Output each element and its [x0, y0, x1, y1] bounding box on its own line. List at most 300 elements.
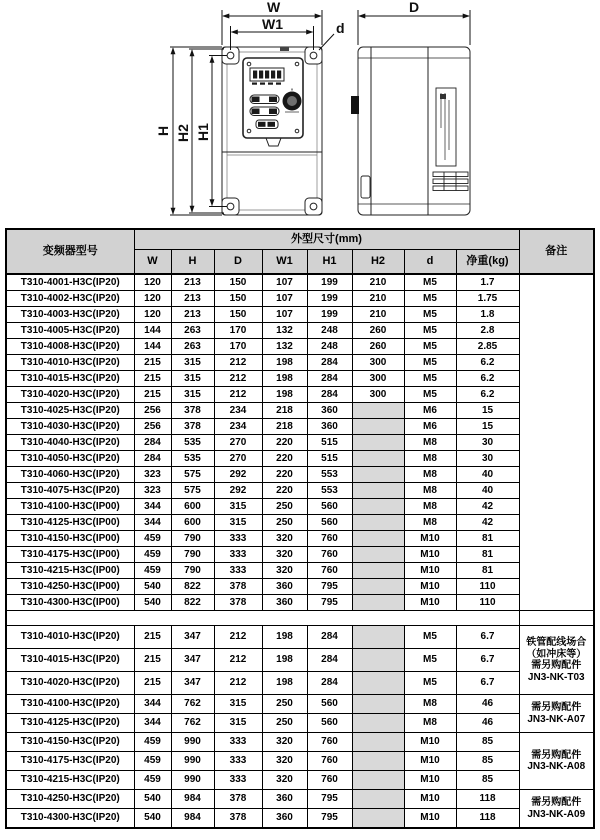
dim-cell-h1: 795 [307, 579, 352, 595]
dim-cell-d: 234 [214, 403, 262, 419]
dim-cell-weight: 30 [456, 435, 519, 451]
dim-cell-h1: 760 [307, 563, 352, 579]
dim-cell-h2: 210 [352, 274, 404, 291]
table-row [6, 387, 594, 403]
dim-cell-h: 315 [171, 371, 214, 387]
dim-cell-screw: M8 [404, 483, 456, 499]
dim-cell-h2 [352, 626, 404, 649]
dim-cell-w: 459 [134, 733, 171, 752]
dim-cell-w: 256 [134, 403, 171, 419]
model-cell: T310-4300-H3C(IP20) [6, 809, 134, 829]
dim-cell-screw: M10 [404, 547, 456, 563]
dim-cell-w1: 198 [262, 649, 307, 672]
dim-cell-weight: 85 [456, 733, 519, 752]
dim-cell-screw: M5 [404, 649, 456, 672]
dim-cell-d: 333 [214, 531, 262, 547]
dim-cell-h: 378 [171, 403, 214, 419]
header-col-h2: H2 [352, 250, 404, 275]
dim-label-h2: H2 [175, 124, 191, 142]
dim-cell-h2 [352, 451, 404, 467]
dim-cell-d: 212 [214, 672, 262, 695]
dim-cell-weight: 85 [456, 752, 519, 771]
dim-cell-h1: 553 [307, 483, 352, 499]
dim-cell-screw: M5 [404, 339, 456, 355]
dim-cell-screw: M10 [404, 809, 456, 829]
model-cell: T310-4150-H3C(IP00) [6, 531, 134, 547]
dim-cell-h1: 284 [307, 649, 352, 672]
dim-cell-h: 790 [171, 563, 214, 579]
dim-cell-w1: 250 [262, 714, 307, 733]
dim-cell-h1: 560 [307, 714, 352, 733]
spacer-remark-cell [519, 611, 594, 626]
dim-cell-h1: 248 [307, 323, 352, 339]
dim-cell-d: 150 [214, 274, 262, 291]
dim-cell-h2 [352, 595, 404, 611]
remark-cell: 铁管配线场合 （如冲床等） 需另购配件 JN3-NK-T03 [519, 626, 594, 695]
model-cell: T310-4015-H3C(IP20) [6, 371, 134, 387]
dim-cell-w: 459 [134, 771, 171, 790]
dim-cell-screw: M8 [404, 451, 456, 467]
dim-cell-screw: M10 [404, 733, 456, 752]
table-row [6, 451, 594, 467]
dim-cell-h: 263 [171, 323, 214, 339]
dim-cell-screw: M5 [404, 274, 456, 291]
dim-cell-d: 212 [214, 387, 262, 403]
dim-label-d-screw: d [336, 20, 345, 36]
dim-cell-h1: 248 [307, 339, 352, 355]
dim-cell-w: 284 [134, 435, 171, 451]
dim-cell-h2: 210 [352, 291, 404, 307]
dim-cell-h: 990 [171, 733, 214, 752]
table-row [6, 809, 594, 829]
table-row [6, 649, 594, 672]
dim-cell-w: 284 [134, 451, 171, 467]
dim-cell-w1: 250 [262, 515, 307, 531]
dim-cell-h1: 560 [307, 695, 352, 714]
table-row [6, 531, 594, 547]
dim-cell-weight: 6.2 [456, 355, 519, 371]
dimension-diagram [0, 0, 600, 228]
dim-cell-w: 323 [134, 483, 171, 499]
remark-cell [519, 274, 594, 611]
dim-cell-d: 212 [214, 371, 262, 387]
table-row [6, 733, 594, 752]
dim-cell-w: 540 [134, 809, 171, 829]
spacer-cell [6, 611, 519, 626]
dim-cell-d: 292 [214, 483, 262, 499]
table-row [6, 595, 594, 611]
dim-cell-h1: 199 [307, 307, 352, 323]
dim-cell-screw: M10 [404, 579, 456, 595]
dim-cell-h2 [352, 419, 404, 435]
dim-cell-h: 822 [171, 595, 214, 611]
dim-cell-weight: 81 [456, 547, 519, 563]
dim-cell-weight: 46 [456, 695, 519, 714]
model-cell: T310-4150-H3C(IP20) [6, 733, 134, 752]
table-row [6, 547, 594, 563]
table-row [6, 790, 594, 809]
dim-cell-w: 120 [134, 274, 171, 291]
dim-cell-d: 378 [214, 809, 262, 829]
dim-cell-w1: 107 [262, 307, 307, 323]
dim-cell-w: 344 [134, 499, 171, 515]
top-slot [280, 47, 289, 51]
dim-cell-d: 378 [214, 790, 262, 809]
dim-cell-h2 [352, 579, 404, 595]
dim-cell-h: 575 [171, 483, 214, 499]
dim-cell-h: 822 [171, 579, 214, 595]
dim-cell-h1: 560 [307, 499, 352, 515]
header-col-w: W [134, 250, 171, 275]
dim-cell-screw: M5 [404, 387, 456, 403]
model-cell: T310-4125-H3C(IP00) [6, 515, 134, 531]
dim-cell-h2: 210 [352, 307, 404, 323]
dim-cell-d: 315 [214, 499, 262, 515]
dim-cell-h2 [352, 771, 404, 790]
header-dims-group: 外型尺寸(mm) [134, 229, 519, 250]
dim-cell-h2 [352, 403, 404, 419]
dim-cell-d: 378 [214, 579, 262, 595]
dim-cell-w: 540 [134, 595, 171, 611]
dim-cell-weight: 42 [456, 499, 519, 515]
dim-cell-d: 212 [214, 649, 262, 672]
dim-cell-screw: M10 [404, 752, 456, 771]
dim-cell-h2 [352, 499, 404, 515]
table-row [6, 499, 594, 515]
dim-cell-h2 [352, 563, 404, 579]
dim-cell-w1: 250 [262, 695, 307, 714]
dim-cell-weight: 6.7 [456, 672, 519, 695]
dim-cell-h1: 760 [307, 771, 352, 790]
dim-cell-w: 215 [134, 387, 171, 403]
dim-cell-d: 212 [214, 626, 262, 649]
dim-cell-h: 984 [171, 809, 214, 829]
dim-cell-screw: M10 [404, 531, 456, 547]
dim-cell-w1: 107 [262, 274, 307, 291]
dim-cell-w: 540 [134, 790, 171, 809]
table-row [6, 274, 594, 291]
dim-cell-w1: 220 [262, 451, 307, 467]
table-row [6, 371, 594, 387]
dim-cell-h1: 795 [307, 595, 352, 611]
dim-cell-h2: 300 [352, 387, 404, 403]
dim-cell-weight: 40 [456, 483, 519, 499]
table-row [6, 323, 594, 339]
dim-cell-h: 762 [171, 714, 214, 733]
dim-cell-h: 263 [171, 339, 214, 355]
dim-label-depth: D [409, 0, 420, 15]
dim-cell-w1: 198 [262, 371, 307, 387]
dim-cell-h: 213 [171, 307, 214, 323]
dim-cell-screw: M5 [404, 626, 456, 649]
dim-cell-weight: 110 [456, 595, 519, 611]
dim-cell-weight: 118 [456, 809, 519, 829]
remark-cell: 需另购配件 JN3-NK-A09 [519, 790, 594, 829]
dim-cell-h: 790 [171, 531, 214, 547]
dim-cell-weight: 15 [456, 403, 519, 419]
table-row [6, 579, 594, 595]
dim-cell-weight: 30 [456, 451, 519, 467]
dim-cell-h: 347 [171, 626, 214, 649]
table-row [6, 752, 594, 771]
dim-cell-h1: 795 [307, 809, 352, 829]
dim-cell-weight: 1.8 [456, 307, 519, 323]
dim-cell-w: 459 [134, 752, 171, 771]
model-cell: T310-4040-H3C(IP20) [6, 435, 134, 451]
table-row [6, 626, 594, 649]
dim-cell-weight: 6.2 [456, 371, 519, 387]
header-col-weight: 净重(kg) [456, 250, 519, 275]
table-row [6, 563, 594, 579]
table-row [6, 419, 594, 435]
dim-cell-w1: 360 [262, 595, 307, 611]
table-row [6, 672, 594, 695]
dim-cell-h2 [352, 467, 404, 483]
dim-cell-screw: M5 [404, 307, 456, 323]
dim-cell-weight: 1.7 [456, 274, 519, 291]
model-cell: T310-4175-H3C(IP20) [6, 752, 134, 771]
dim-cell-w: 344 [134, 515, 171, 531]
dim-cell-d: 150 [214, 291, 262, 307]
dim-cell-screw: M8 [404, 499, 456, 515]
dim-cell-d: 315 [214, 515, 262, 531]
table-row [6, 467, 594, 483]
table-body [6, 274, 594, 828]
dim-cell-h2 [352, 515, 404, 531]
table-row [6, 307, 594, 323]
table-row [6, 291, 594, 307]
header-col-w1: W1 [262, 250, 307, 275]
dim-cell-h2 [352, 483, 404, 499]
dim-cell-w1: 220 [262, 467, 307, 483]
model-cell: T310-4025-H3C(IP20) [6, 403, 134, 419]
front-view [222, 47, 322, 215]
dim-cell-h1: 760 [307, 531, 352, 547]
dim-cell-d: 315 [214, 695, 262, 714]
dim-label-h: H [155, 125, 171, 136]
dim-cell-h1: 553 [307, 467, 352, 483]
dim-cell-h2 [352, 531, 404, 547]
table-row [6, 714, 594, 733]
dim-cell-w1: 218 [262, 419, 307, 435]
dim-cell-w: 256 [134, 419, 171, 435]
model-cell: T310-4175-H3C(IP00) [6, 547, 134, 563]
dim-cell-weight: 2.8 [456, 323, 519, 339]
dim-cell-screw: M10 [404, 790, 456, 809]
dim-cell-weight: 85 [456, 771, 519, 790]
dim-cell-h2 [352, 733, 404, 752]
header-model: 变频器型号 [6, 229, 134, 274]
dim-cell-h: 990 [171, 771, 214, 790]
dim-cell-h1: 795 [307, 790, 352, 809]
side-terminal-block [351, 96, 359, 114]
table-row [6, 611, 594, 626]
dim-cell-weight: 2.85 [456, 339, 519, 355]
dim-cell-screw: M8 [404, 695, 456, 714]
table-row [6, 339, 594, 355]
dim-cell-d: 170 [214, 339, 262, 355]
side-view [351, 47, 470, 215]
dim-cell-w: 540 [134, 579, 171, 595]
table-row [6, 483, 594, 499]
dim-cell-h: 378 [171, 419, 214, 435]
dim-cell-weight: 110 [456, 579, 519, 595]
dim-cell-h: 315 [171, 355, 214, 371]
dim-cell-w: 144 [134, 323, 171, 339]
dim-cell-h1: 760 [307, 547, 352, 563]
dim-cell-h: 347 [171, 649, 214, 672]
dim-cell-screw: M10 [404, 771, 456, 790]
dim-cell-d: 333 [214, 563, 262, 579]
dim-cell-w: 215 [134, 626, 171, 649]
dim-cell-w1: 198 [262, 626, 307, 649]
dim-cell-h1: 199 [307, 274, 352, 291]
dim-cell-w1: 320 [262, 771, 307, 790]
dim-cell-h1: 284 [307, 672, 352, 695]
header-col-screw: d [404, 250, 456, 275]
dim-cell-h2 [352, 752, 404, 771]
dim-cell-h1: 515 [307, 451, 352, 467]
dim-cell-h1: 284 [307, 371, 352, 387]
dim-cell-h1: 360 [307, 403, 352, 419]
dim-cell-weight: 6.7 [456, 649, 519, 672]
table-header [6, 229, 594, 274]
model-cell: T310-4020-H3C(IP20) [6, 672, 134, 695]
dim-cell-w: 323 [134, 467, 171, 483]
dim-cell-d: 292 [214, 467, 262, 483]
dim-cell-d: 333 [214, 547, 262, 563]
dim-cell-w1: 198 [262, 387, 307, 403]
model-cell: T310-4008-H3C(IP20) [6, 339, 134, 355]
dim-cell-w1: 198 [262, 672, 307, 695]
drawing-svg [0, 0, 600, 228]
dim-cell-weight: 118 [456, 790, 519, 809]
model-cell: T310-4215-H3C(IP20) [6, 771, 134, 790]
dim-cell-w1: 360 [262, 809, 307, 829]
model-cell: T310-4125-H3C(IP20) [6, 714, 134, 733]
dim-cell-h1: 760 [307, 733, 352, 752]
dim-cell-h2 [352, 547, 404, 563]
model-cell: T310-4250-H3C(IP00) [6, 579, 134, 595]
dim-cell-h: 315 [171, 387, 214, 403]
dim-cell-screw: M5 [404, 355, 456, 371]
model-cell: T310-4060-H3C(IP20) [6, 467, 134, 483]
header-remark: 备注 [519, 229, 594, 274]
dim-cell-d: 212 [214, 355, 262, 371]
dim-cell-h2 [352, 790, 404, 809]
dim-cell-h: 575 [171, 467, 214, 483]
dim-cell-screw: M8 [404, 515, 456, 531]
dim-cell-h2 [352, 649, 404, 672]
model-cell: T310-4100-H3C(IP00) [6, 499, 134, 515]
dim-label-h1: H1 [195, 123, 211, 141]
dim-cell-d: 270 [214, 451, 262, 467]
dim-cell-h: 990 [171, 752, 214, 771]
table-row [6, 435, 594, 451]
table-row [6, 403, 594, 419]
dim-cell-d: 234 [214, 419, 262, 435]
dim-cell-w: 120 [134, 307, 171, 323]
dim-cell-weight: 46 [456, 714, 519, 733]
dim-cell-h1: 284 [307, 387, 352, 403]
dim-cell-d: 170 [214, 323, 262, 339]
header-col-h1: H1 [307, 250, 352, 275]
dim-cell-h: 535 [171, 451, 214, 467]
dim-cell-d: 315 [214, 714, 262, 733]
dim-cell-w1: 132 [262, 339, 307, 355]
model-cell: T310-4003-H3C(IP20) [6, 307, 134, 323]
dim-cell-h1: 515 [307, 435, 352, 451]
dim-cell-w: 215 [134, 355, 171, 371]
dim-cell-d: 150 [214, 307, 262, 323]
dim-cell-h1: 284 [307, 355, 352, 371]
dim-cell-h2 [352, 714, 404, 733]
model-cell: T310-4010-H3C(IP20) [6, 355, 134, 371]
dim-cell-h: 600 [171, 515, 214, 531]
dim-cell-w: 144 [134, 339, 171, 355]
dim-cell-h2 [352, 672, 404, 695]
dim-cell-w1: 218 [262, 403, 307, 419]
model-cell: T310-4015-H3C(IP20) [6, 649, 134, 672]
dim-cell-weight: 81 [456, 563, 519, 579]
dim-cell-w: 344 [134, 695, 171, 714]
dim-cell-screw: M5 [404, 323, 456, 339]
model-cell: T310-4050-H3C(IP20) [6, 451, 134, 467]
dim-label-w: W [267, 0, 281, 15]
dim-cell-h2: 260 [352, 339, 404, 355]
dim-cell-h: 790 [171, 547, 214, 563]
dim-cell-h2 [352, 695, 404, 714]
dim-cell-w1: 250 [262, 499, 307, 515]
dim-cell-w1: 320 [262, 547, 307, 563]
dim-cell-d: 333 [214, 752, 262, 771]
header-col-d: D [214, 250, 262, 275]
dim-cell-w1: 107 [262, 291, 307, 307]
model-cell: T310-4030-H3C(IP20) [6, 419, 134, 435]
dim-cell-w1: 198 [262, 355, 307, 371]
dim-cell-w: 459 [134, 563, 171, 579]
dim-cell-h1: 560 [307, 515, 352, 531]
dim-cell-h: 535 [171, 435, 214, 451]
dim-cell-screw: M8 [404, 714, 456, 733]
dim-cell-w1: 360 [262, 790, 307, 809]
dim-cell-w: 459 [134, 531, 171, 547]
dim-cell-w1: 320 [262, 752, 307, 771]
dim-cell-h2: 300 [352, 371, 404, 387]
dim-cell-w: 215 [134, 649, 171, 672]
dim-cell-w1: 320 [262, 733, 307, 752]
dim-cell-h1: 199 [307, 291, 352, 307]
keypad [243, 58, 303, 138]
model-cell: T310-4010-H3C(IP20) [6, 626, 134, 649]
dim-cell-w1: 320 [262, 563, 307, 579]
header-col-h: H [171, 250, 214, 275]
dim-cell-w1: 360 [262, 579, 307, 595]
model-cell: T310-4215-H3C(IP00) [6, 563, 134, 579]
dim-cell-h2: 300 [352, 355, 404, 371]
dim-cell-w: 215 [134, 672, 171, 695]
dim-cell-screw: M8 [404, 435, 456, 451]
model-cell: T310-4002-H3C(IP20) [6, 291, 134, 307]
table-row [6, 355, 594, 371]
dim-cell-h2 [352, 809, 404, 829]
dim-cell-w: 459 [134, 547, 171, 563]
remark-cell: 需另购配件 JN3-NK-A07 [519, 695, 594, 733]
dim-cell-screw: M8 [404, 467, 456, 483]
dim-cell-h1: 360 [307, 419, 352, 435]
model-cell: T310-4100-H3C(IP20) [6, 695, 134, 714]
dim-cell-weight: 15 [456, 419, 519, 435]
